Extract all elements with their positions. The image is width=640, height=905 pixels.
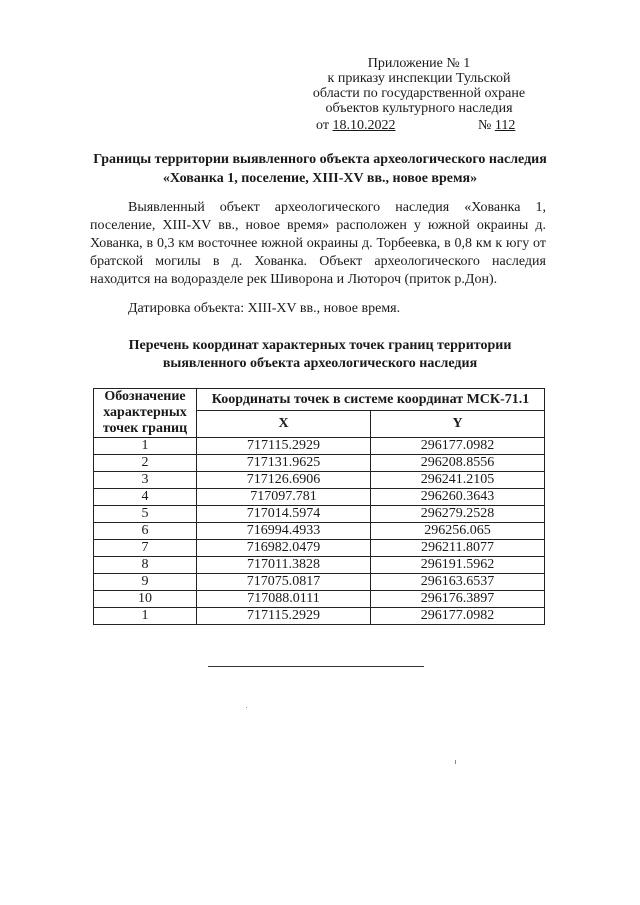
table-row xyxy=(94,472,545,489)
point-cell: 9 xyxy=(94,574,197,591)
table-row xyxy=(94,523,545,540)
y-cell: 296208.8556 xyxy=(371,455,545,472)
appendix-block xyxy=(300,56,538,116)
table-row xyxy=(94,438,545,455)
header-point-label: Обозначение характерных точек границ xyxy=(94,389,197,438)
order-date xyxy=(316,118,395,134)
x-cell: 717014.5974 xyxy=(197,506,371,523)
order-date-prefix: от xyxy=(316,118,329,133)
table-row xyxy=(94,540,545,557)
table-row xyxy=(94,557,545,574)
header-y: Y xyxy=(371,411,545,438)
table-row xyxy=(94,591,545,608)
x-cell: 717131.9625 xyxy=(197,455,371,472)
object-description: Выявленный объект археологического наследия «Хованка 1, поселение, XIII-XV вв., новое время» расположен у южной окраины д. Хованка, в 0,3 км восточнее южной окраины д. Торбеевка, в 0,8 км к югу от братской могилы в д. Хованка. Объект археологического наследия находится на водоразделе рек Шиворона и Лютороч (приток р.Дон). xyxy=(90,200,546,287)
y-cell: 296279.2528 xyxy=(371,506,545,523)
y-cell: 296191.5962 xyxy=(371,557,545,574)
order-date-value: 18.10.2022 xyxy=(332,118,396,133)
point-cell: 4 xyxy=(94,489,197,506)
x-cell: 717097.781 xyxy=(197,489,371,506)
y-cell: 296177.0982 xyxy=(371,438,545,455)
object-dating: Датировка объекта: XIII-XV вв., новое время. xyxy=(128,301,401,316)
point-cell: 1 xyxy=(94,438,197,455)
appendix-line-1: Приложение № 1 xyxy=(367,56,471,71)
point-cell: 2 xyxy=(94,455,197,472)
point-cell: 6 xyxy=(94,523,197,540)
x-cell: 717088.0111 xyxy=(197,591,371,608)
document-title: Границы территории выявленного объекта археологического наследия «Хованка 1, поселение, XIII-XV вв., новое время» xyxy=(93,152,547,186)
header-x: X xyxy=(197,411,371,438)
point-cell: 5 xyxy=(94,506,197,523)
table-row xyxy=(94,489,545,506)
scan-speck xyxy=(455,760,456,764)
y-cell: 296163.6537 xyxy=(371,574,545,591)
appendix-line-3: области по государственной охране xyxy=(312,86,526,101)
order-number-prefix: № xyxy=(478,118,492,133)
x-cell: 717075.0817 xyxy=(197,574,371,591)
order-number-value: 112 xyxy=(494,118,516,133)
x-cell: 717011.3828 xyxy=(197,557,371,574)
x-cell: 716994.4933 xyxy=(197,523,371,540)
x-cell: 717115.2929 xyxy=(197,608,371,625)
order-number xyxy=(478,118,515,134)
table-row xyxy=(94,455,545,472)
y-cell: 296260.3643 xyxy=(371,489,545,506)
y-cell: 296176.3897 xyxy=(371,591,545,608)
scan-speck xyxy=(246,707,247,708)
x-cell: 717115.2929 xyxy=(197,438,371,455)
point-cell: 1 xyxy=(94,608,197,625)
closing-divider xyxy=(208,666,424,667)
header-coordinate-system: Координаты точек в системе координат МСК-71.1 xyxy=(197,389,545,411)
point-cell: 8 xyxy=(94,557,197,574)
y-cell: 296256.065 xyxy=(371,523,545,540)
coordinates-title: Перечень координат характерных точек границ территории выявленного объекта археологического наследия xyxy=(128,338,512,371)
table-row xyxy=(94,608,545,625)
y-cell: 296177.0982 xyxy=(371,608,545,625)
x-cell: 717126.6906 xyxy=(197,472,371,489)
y-cell: 296241.2105 xyxy=(371,472,545,489)
point-cell: 7 xyxy=(94,540,197,557)
x-cell: 716982.0479 xyxy=(197,540,371,557)
point-cell: 10 xyxy=(94,591,197,608)
appendix-line-2: к приказу инспекции Тульской xyxy=(327,71,511,86)
table-row xyxy=(94,574,545,591)
y-cell: 296211.8077 xyxy=(371,540,545,557)
point-cell: 3 xyxy=(94,472,197,489)
appendix-line-4: объектов культурного наследия xyxy=(325,101,513,116)
table-row xyxy=(94,506,545,523)
coordinates-table xyxy=(93,388,545,625)
